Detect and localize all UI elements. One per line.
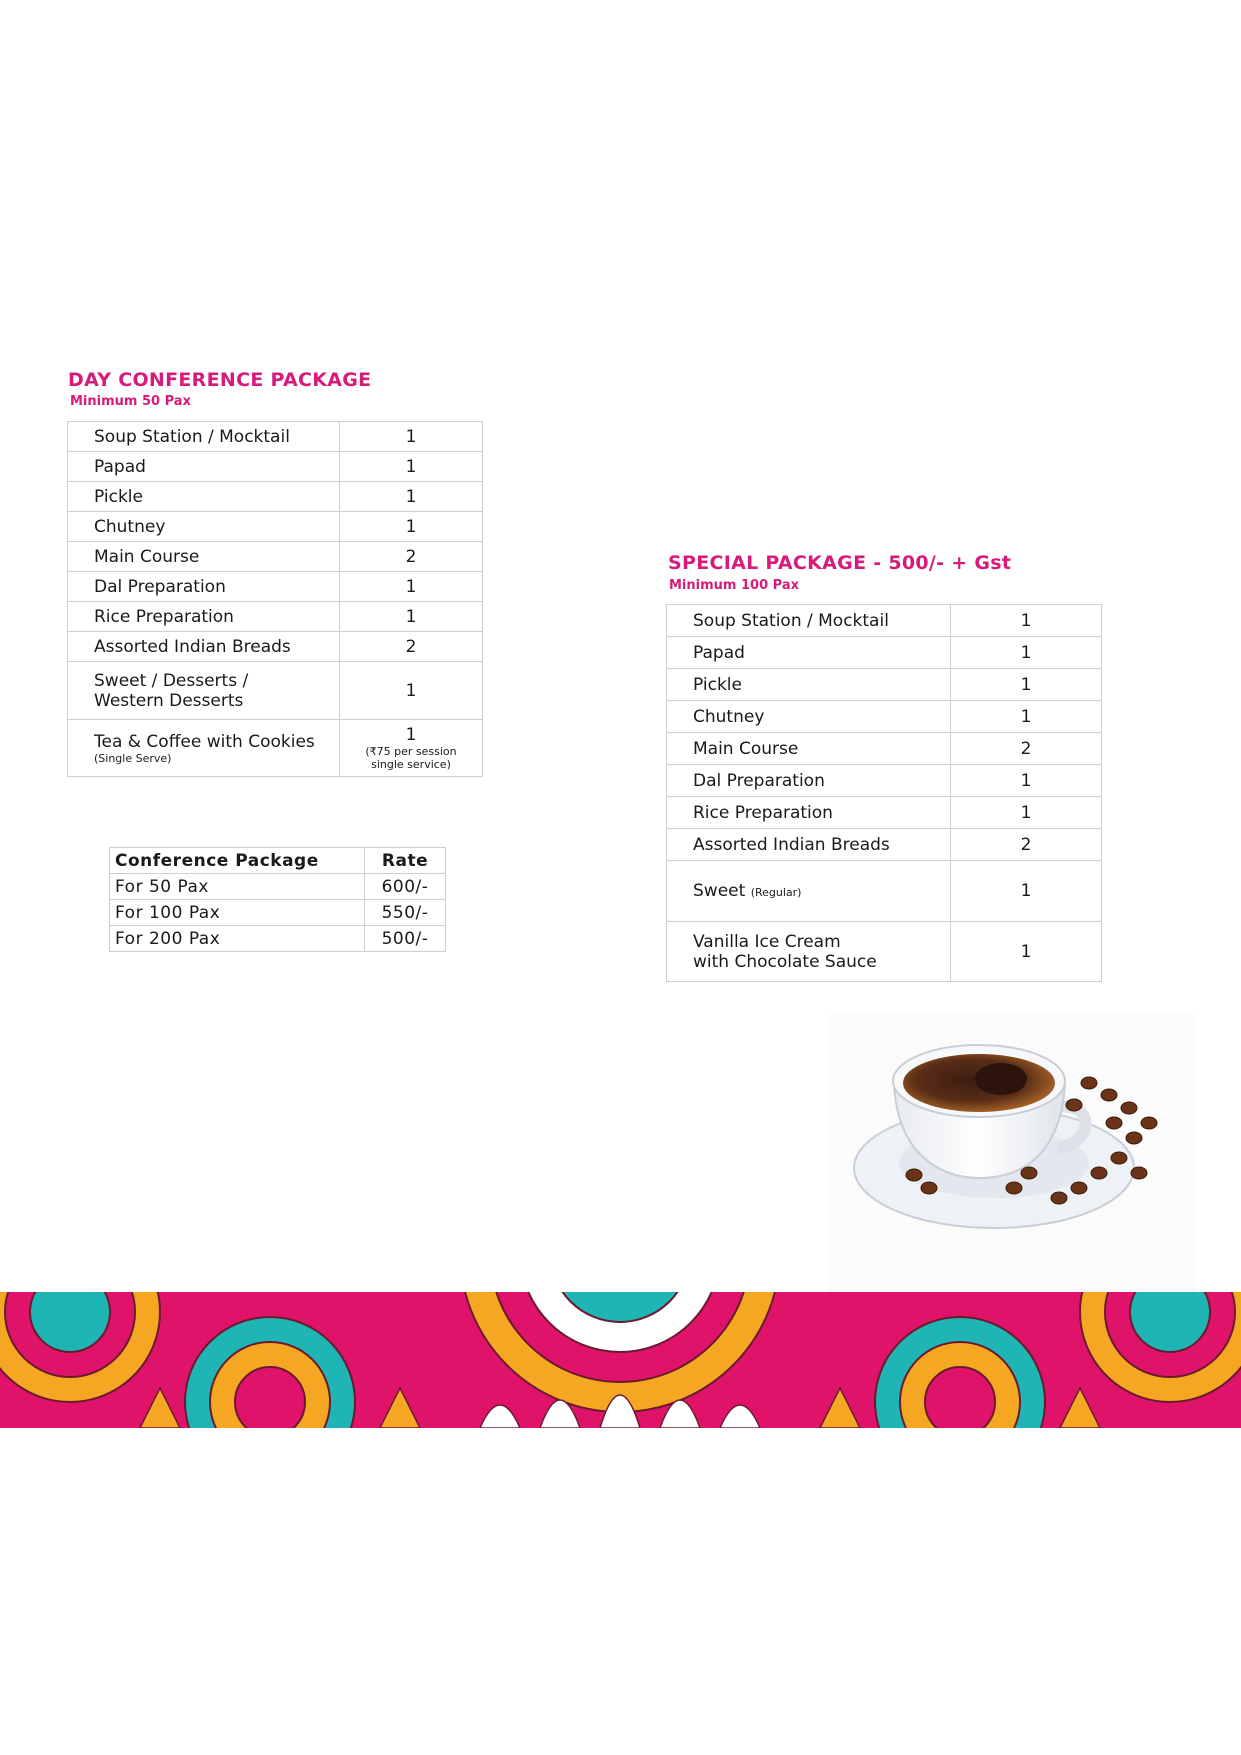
item-name: Papad	[68, 452, 340, 482]
rate-package: For 100 Pax	[110, 900, 365, 926]
item-qty: 1	[951, 922, 1102, 982]
day-package-subtitle: Minimum 50 Pax	[70, 394, 191, 409]
special-package-title: SPECIAL PACKAGE - 500/- + Gst	[668, 552, 1012, 574]
special-package-table	[666, 604, 1102, 982]
item-name: Chutney	[68, 512, 340, 542]
table-row	[68, 602, 483, 632]
table-row	[110, 900, 446, 926]
item-name-line1: Tea & Coffee with Cookies	[94, 731, 315, 752]
item-qty: 1	[340, 452, 483, 482]
item-name: Chutney	[667, 701, 951, 733]
rate-value: 600/-	[365, 874, 446, 900]
item-name: Assorted Indian Breads	[68, 632, 340, 662]
item-name	[68, 662, 340, 720]
item-qty: 2	[951, 829, 1102, 861]
item-qty: 1	[951, 669, 1102, 701]
item-name: Main Course	[68, 542, 340, 572]
item-qty: 1	[340, 422, 483, 452]
item-name-line1: Sweet / Desserts /	[94, 670, 249, 691]
table-row	[667, 669, 1102, 701]
rate-package: For 200 Pax	[110, 926, 365, 952]
mandala-band	[0, 1292, 1241, 1428]
table-row	[110, 926, 446, 952]
table-row	[667, 829, 1102, 861]
table-row	[68, 720, 483, 777]
table-row	[667, 861, 1102, 922]
item-qty: 1	[340, 482, 483, 512]
item-name: Papad	[667, 637, 951, 669]
item-qty-note-1: (₹75 per session	[365, 745, 457, 758]
table-row	[667, 637, 1102, 669]
table-row	[68, 572, 483, 602]
item-qty: 2	[340, 542, 483, 572]
special-package-subtitle: Minimum 100 Pax	[669, 578, 799, 593]
item-name: Dal Preparation	[68, 572, 340, 602]
rate-header-package: Conference Package	[110, 848, 365, 874]
item-name-line1: Sweet	[693, 881, 746, 901]
item-name: Rice Preparation	[68, 602, 340, 632]
table-row	[667, 701, 1102, 733]
item-name: Rice Preparation	[667, 797, 951, 829]
table-row	[68, 482, 483, 512]
item-name-line1: Vanilla Ice Cream	[693, 931, 841, 952]
rate-header-rate: Rate	[365, 848, 446, 874]
item-qty: 1	[340, 662, 483, 720]
table-row	[68, 512, 483, 542]
table-row	[667, 765, 1102, 797]
item-qty-cell	[340, 720, 483, 777]
coffee-cup-icon	[829, 1013, 1196, 1313]
table-row	[667, 733, 1102, 765]
item-qty: 2	[340, 632, 483, 662]
item-qty: 1	[951, 797, 1102, 829]
table-row	[68, 542, 483, 572]
item-name: Pickle	[68, 482, 340, 512]
item-qty: 1	[405, 725, 417, 745]
rate-value: 500/-	[365, 926, 446, 952]
mandala-pattern-icon	[0, 1292, 1241, 1428]
item-qty: 2	[951, 733, 1102, 765]
coffee-cup-image	[829, 1013, 1196, 1313]
item-qty-note-2: single service)	[371, 758, 451, 771]
table-row	[667, 797, 1102, 829]
table-row	[68, 632, 483, 662]
rate-table	[109, 847, 446, 952]
item-name	[667, 861, 951, 922]
item-name: Dal Preparation	[667, 765, 951, 797]
item-qty: 1	[340, 572, 483, 602]
table-row	[667, 922, 1102, 982]
item-note: (Single Serve)	[94, 751, 172, 765]
item-qty: 1	[951, 637, 1102, 669]
item-name: Assorted Indian Breads	[667, 829, 951, 861]
item-qty: 1	[951, 605, 1102, 637]
item-name-line2: with Chocolate Sauce	[693, 951, 877, 972]
day-package-table	[67, 421, 483, 777]
rate-package: For 50 Pax	[110, 874, 365, 900]
table-row	[667, 605, 1102, 637]
item-name: Soup Station / Mocktail	[68, 422, 340, 452]
day-package-title: DAY CONFERENCE PACKAGE	[68, 369, 372, 391]
table-row	[68, 422, 483, 452]
rate-value: 550/-	[365, 900, 446, 926]
item-qty: 1	[951, 765, 1102, 797]
item-qty: 1	[951, 701, 1102, 733]
item-name: Main Course	[667, 733, 951, 765]
item-name: Pickle	[667, 669, 951, 701]
table-row	[68, 662, 483, 720]
item-note: (Regular)	[750, 886, 802, 899]
item-name-line2: Western Desserts	[94, 690, 244, 711]
item-qty: 1	[951, 861, 1102, 922]
table-row	[68, 452, 483, 482]
table-row	[110, 874, 446, 900]
item-name: Soup Station / Mocktail	[667, 605, 951, 637]
item-name	[667, 922, 951, 982]
rate-header-row	[110, 848, 446, 874]
item-qty: 1	[340, 602, 483, 632]
item-name	[68, 720, 340, 777]
item-qty: 1	[340, 512, 483, 542]
